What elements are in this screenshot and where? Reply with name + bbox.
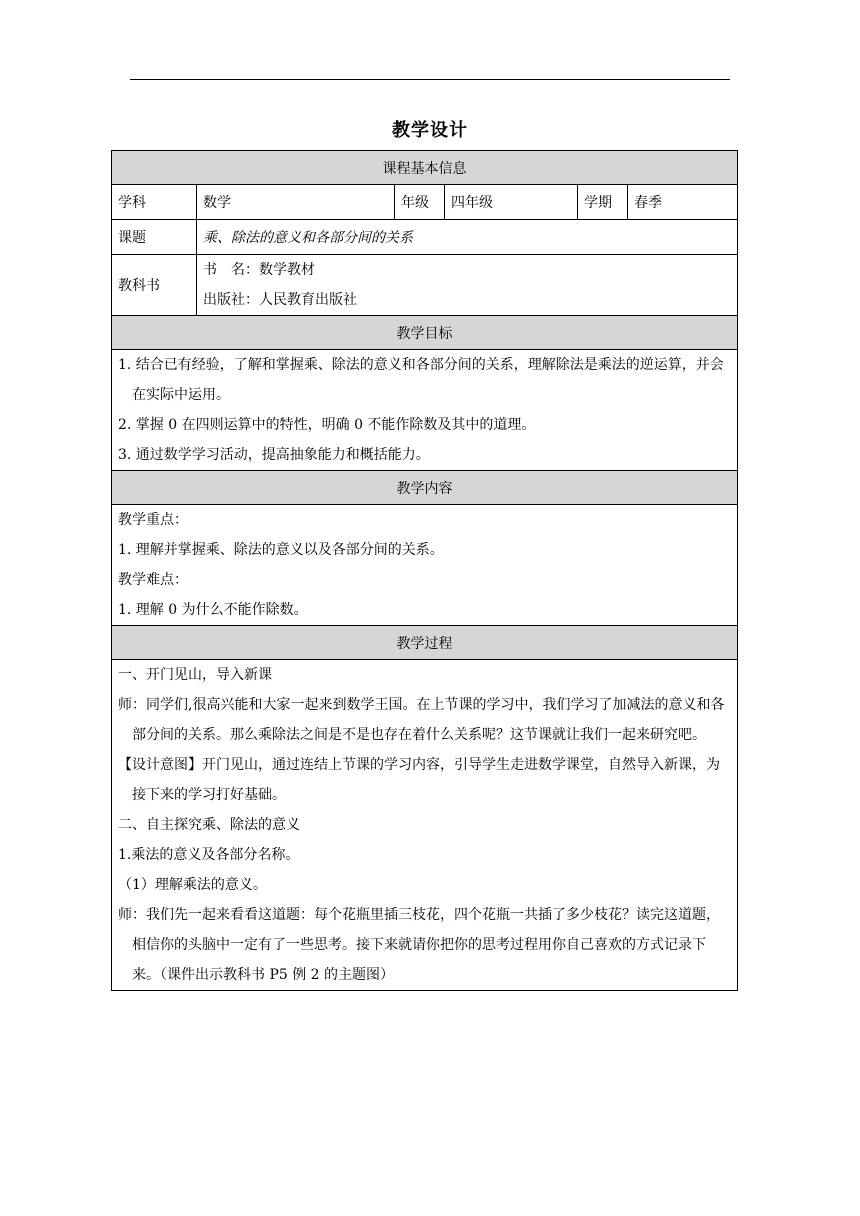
document-title: 教学设计 — [392, 120, 468, 141]
section-title: 教学过程 — [112, 626, 738, 660]
process-content — [112, 660, 738, 991]
process-heading-2: 二、自主探究乘、除法的意义 — [118, 817, 300, 833]
content-row — [112, 505, 738, 626]
section-title: 教学目标 — [112, 316, 738, 350]
subject-label: 学科 — [112, 185, 197, 220]
process-subheading: （1）理解乘法的意义。 — [118, 877, 267, 893]
objective-item: 1. 结合已有经验，了解和掌握乘、除法的意义和各部分间的关系，理解除法是乘法的逆运算，并会在实际中运用。 — [118, 357, 724, 403]
section-header-basic-info — [112, 151, 738, 185]
key-point-heading: 教学重点： — [118, 512, 188, 528]
objective-item: 3. 通过数学学习活动，提高抽象能力和概括能力。 — [118, 447, 430, 463]
difficult-point-heading: 教学难点： — [118, 572, 188, 588]
design-intent: 【设计意图】开门见山，通过连结上节课的学习内容，引导学生走进数学课堂，自然导入新课，为接下来的学习打好基础。 — [118, 757, 720, 803]
textbook-details — [197, 255, 738, 316]
difficult-point-item: 1. 理解 0 为什么不能作除数。 — [118, 602, 308, 618]
lesson-plan-table — [111, 150, 738, 991]
topic-label: 课题 — [112, 220, 197, 255]
objectives-list — [112, 350, 738, 471]
term-label: 学期 — [578, 185, 628, 220]
objective-item: 2. 掌握 0 在四则运算中的特性，明确 0 不能作除数及其中的道理。 — [118, 417, 536, 433]
key-point-item: 1. 理解并掌握乘、除法的意义以及各部分间的关系。 — [118, 542, 444, 558]
section-title: 课程基本信息 — [112, 151, 738, 185]
section-header-objectives — [112, 316, 738, 350]
objectives-row — [112, 350, 738, 471]
publisher: 出版社：人民教育出版社 — [203, 292, 357, 308]
topic-row — [112, 220, 738, 255]
textbook-label: 教科书 — [112, 255, 197, 316]
process-paragraph: 师：同学们,很高兴能和大家一起来到数学王国。在上节课的学习中，我们学习了加减法的意义和各部分间的关系。那么乘除法之间是不是也存在着什么关系呢？这节课就让我们一起来研究吧。 — [118, 697, 725, 743]
grade-label: 年级 — [395, 185, 445, 220]
grade-value: 四年级 — [445, 185, 578, 220]
process-heading-1: 一、开门见山，导入新课 — [118, 667, 272, 683]
section-header-process — [112, 626, 738, 660]
info-row — [112, 185, 738, 220]
header-rule — [130, 79, 730, 80]
process-subheading: 1.乘法的意义及各部分名称。 — [118, 847, 300, 863]
section-header-content — [112, 471, 738, 505]
topic-value: 乘、除法的意义和各部分间的关系 — [197, 220, 738, 255]
process-paragraph: 师：我们先一起来看看这道题：每个花瓶里插三枝花，四个花瓶一共插了多少枝花？读完这道题，相信你的头脑中一定有了一些思考。接下来就请你把你的思考过程用你自己喜欢的方式记录下来。（课件出示教科书 P5 例 2 的主题图） — [118, 907, 720, 983]
content-list — [112, 505, 738, 626]
term-value: 春季 — [628, 185, 738, 220]
textbook-row — [112, 255, 738, 316]
subject-value: 数学 — [197, 185, 395, 220]
process-row — [112, 660, 738, 991]
section-title: 教学内容 — [112, 471, 738, 505]
book-name: 书 名：数学教材 — [203, 262, 315, 278]
